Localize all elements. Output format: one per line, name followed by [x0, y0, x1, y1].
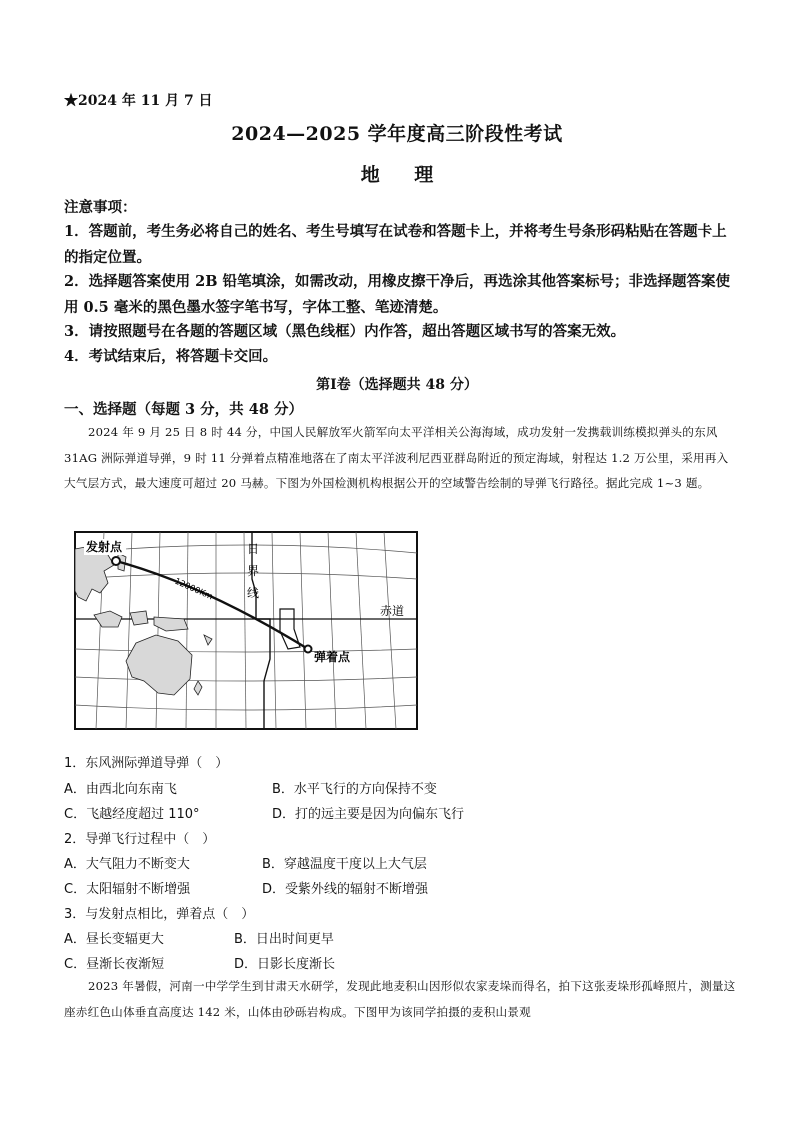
exam-date: ★2024 年 11 月 7 日	[64, 93, 213, 109]
date-line-label-2: 界	[247, 564, 260, 578]
notice-item-3: 3．请按照题号在各题的答题区域（黑色线框）内作答，超出答题区域书写的答案无效。	[64, 323, 626, 340]
question-3-option-b: B．日出时间更早	[234, 932, 334, 947]
equator-label: 赤道	[380, 604, 405, 618]
notice-heading: 注意事项：	[64, 199, 137, 216]
subject-title: 地 理	[360, 164, 448, 186]
question-2-option-d: D．受紫外线的辐射不断增强	[262, 882, 429, 897]
question-3-option-d: D．日影长度渐长	[234, 957, 336, 972]
closing-paragraph: 2023 年暑假，河南一中学学生到甘肃天水研学，发现此地麦积山因形似农家麦垛而得名，拍下这张麦垛形孤峰照片，测量这座赤红色山体垂直高度达 142 米，山体由砂砾岩构成。下图甲为该同学拍摄的麦积山景观	[64, 979, 736, 1019]
question-2-option-b: B．穿越温度干度以上大气层	[262, 857, 427, 872]
notice-item-1: 1．答题前，考生务必将自己的姓名、考生号填写在试卷和答题卡上，并将考生号条形码粘贴在答题卡上的指定位置。	[64, 223, 727, 266]
impact-label: 弹着点	[314, 650, 351, 664]
question-2-option-c: C．太阳辐射不断增强	[64, 882, 191, 897]
exam-title: 2024—2025 学年度高三阶段性考试	[231, 123, 563, 145]
question-3-option-c: C．昼渐长夜渐短	[64, 957, 165, 972]
launch-point-marker	[112, 557, 120, 565]
question-2-stem: 2．导弹飞行过程中（ ）	[64, 832, 216, 847]
notice-item-4: 4．考试结束后，将答题卡交回。	[64, 348, 278, 365]
part-title: 一、选择题（每题 3 分，共 48 分）	[64, 401, 303, 418]
date-line-label-1: 日	[247, 542, 260, 556]
impact-point-marker	[305, 646, 312, 653]
question-1-option-a: A．由西北向东南飞	[64, 782, 177, 797]
question-1-option-c: C．飞越经度超过 110°	[64, 807, 200, 822]
launch-label: 发射点	[86, 540, 123, 554]
question-1-option-b: B．水平飞行的方向保持不变	[272, 782, 437, 797]
question-2-option-a: A．大气阻力不断变大	[64, 857, 190, 872]
section-title: 第Ⅰ卷（选择题共 48 分）	[316, 377, 478, 393]
question-3-option-a: A．昼长变辐更大	[64, 932, 164, 947]
question-1-option-d: D．打的远主要是因为向偏东飞行	[272, 807, 465, 822]
missile-path-map	[74, 531, 418, 730]
question-3-stem: 3．与发射点相比，弹着点（ ）	[64, 907, 255, 922]
intro-paragraph: 2024 年 9 月 25 日 8 时 44 分，中国人民解放军火箭军向太平洋相关公海海域，成功发射一发携载训练模拟弹头的东风 31AG 洲际弹道导弹，9 时 11 分弹着点精准地落在了南太平洋波利尼西亚群岛附近的预定海域，射程达 1.2 万公里，采用再入大气层方式，最大速度可超过 20 马赫。下图为外国检测机构根据公开的空域警告绘制的导弹飞行路径。据此完成 1~3 题。	[64, 425, 729, 490]
notice-item-2: 2．选择题答案使用 2B 铅笔填涂，如需改动，用橡皮擦干净后，再选涂其他答案标号；非选择题答案使用 0.5 毫米的黑色墨水签字笔书写，字体工整、笔迹清楚。	[64, 273, 731, 316]
question-1-stem: 1．东风洲际弹道导弹（ ）	[64, 756, 229, 771]
distance-label: 12000Km	[172, 576, 215, 603]
date-line-label-3: 线	[247, 586, 260, 600]
